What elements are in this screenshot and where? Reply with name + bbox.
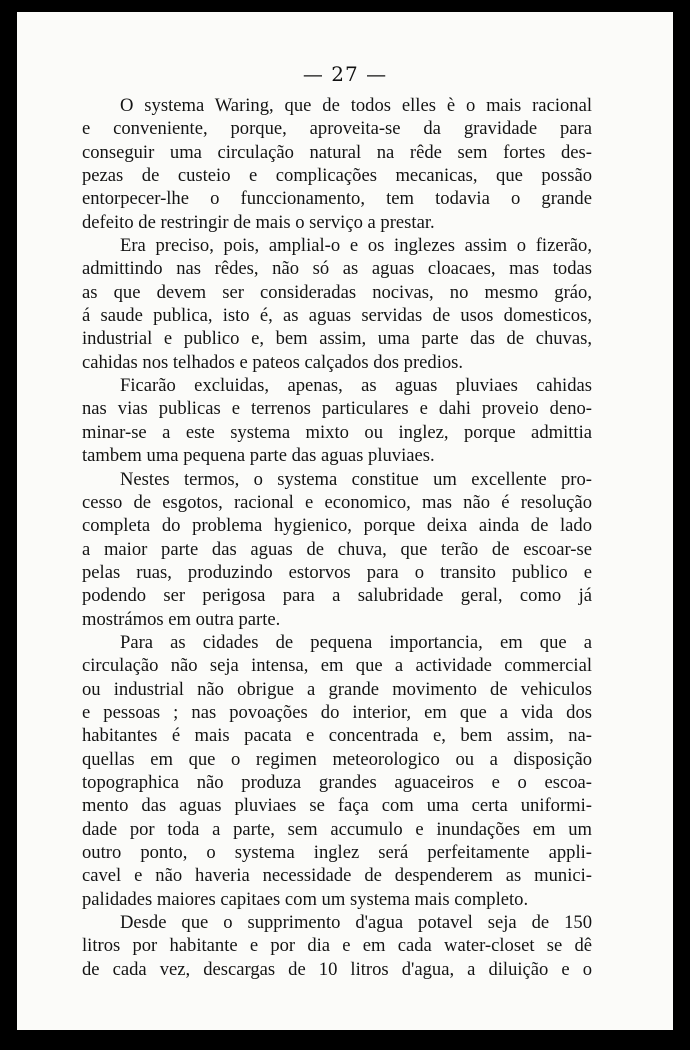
text-line: á saude publica, isto é, as aguas servidas de usos domesticos,: [82, 305, 592, 327]
text-line: circulação não seja intensa, em que a actividade commercial: [82, 655, 592, 677]
text-line: ou industrial não obrigue a grande movimento de vehiculos: [82, 678, 592, 700]
text-line: Nestes termos, o systema constitue um excellente pro-: [120, 468, 592, 490]
text-line: topographica não produza grandes aguaceiros e o escoa-: [82, 771, 592, 793]
text-line: pezas de custeio e complicações mecanicas, que possão: [82, 165, 592, 187]
text-line: e pessoas ; nas povoações do interior, em que a vida dos: [82, 701, 592, 723]
text-line: cavel e não haveria necessidade de despenderem as munici-: [82, 865, 592, 887]
text-line: de cada vez, descargas de 10 litros d'agua, a diluição e o: [82, 958, 592, 980]
text-line: mento das aguas pluviaes se faça com uma certa uniformi-: [82, 795, 592, 817]
text-line: entorpecer-lhe o funccionamento, tem todavia o grande: [82, 188, 592, 210]
text-line: pelas ruas, produzindo estorvos para o transito publico e: [82, 561, 592, 583]
text-line: Era preciso, pois, amplial-o e os inglezes assim o fizerão,: [120, 235, 592, 257]
text-line: admittindo nas rêdes, não só as aguas cloacaes, mas todas: [82, 258, 592, 280]
text-line: completa do problema hygienico, porque deixa ainda de lado: [82, 515, 592, 537]
text-line: quellas em que o regimen meteorologico ou a disposição: [82, 748, 592, 770]
text-line: outro ponto, o systema inglez será perfeitamente appli-: [82, 842, 592, 863]
text-line: Ficarão excluidas, apenas, as aguas pluviaes cahidas: [120, 375, 592, 397]
text-line: as que devem ser consideradas nocivas, no mesmo gráo,: [82, 281, 592, 303]
text-line: O systema Waring, que de todos elles è o mais racional: [120, 95, 592, 116]
body-text: [82, 94, 592, 981]
text-line: cesso de esgotos, racional e economico, mas não é resolução: [82, 491, 592, 513]
text-line: litros por habitante e por dia e em cada water-closet se dê: [82, 935, 592, 957]
text-line: mostrámos em outra parte.: [82, 608, 281, 630]
text-line: cahidas nos telhados e pateos calçados dos predios.: [82, 351, 464, 373]
text-line: defeito de restringir de mais o serviço a prestar.: [82, 211, 435, 233]
text-line: dade por toda a parte, sem accumulo e inundações em um: [82, 818, 592, 840]
text-line: palidades maiores capitaes com um systema mais completo.: [82, 888, 529, 910]
text-line: conseguir uma circulação natural na rêde sem fortes des-: [82, 141, 592, 163]
page-number: — 27 —: [302, 62, 388, 86]
text-line: habitantes é mais pacata e concentrada e, bem assim, na-: [82, 725, 592, 747]
text-line: Desde que o supprimento d'agua potavel seja de 150: [120, 912, 592, 934]
text-line: industrial e publico e, bem assim, uma parte das de chuvas,: [82, 328, 592, 350]
text-line: a maior parte das aguas de chuva, que terão de escoar-se: [82, 538, 592, 560]
text-line: podendo ser perigosa para a salubridade geral, como já: [82, 585, 592, 607]
text-line: Para as cidades de pequena importancia, em que a: [120, 631, 592, 653]
text-line: e conveniente, porque, aproveita-se da gravidade para: [82, 118, 592, 140]
book-page: [17, 12, 673, 1030]
text-line: minar-se a este systema mixto ou inglez, porque admittia: [82, 421, 592, 443]
text-line: nas vias publicas e terrenos particulares e dahi proveio deno-: [82, 398, 592, 420]
text-line: tambem uma pequena parte das aguas pluviaes.: [82, 445, 435, 467]
